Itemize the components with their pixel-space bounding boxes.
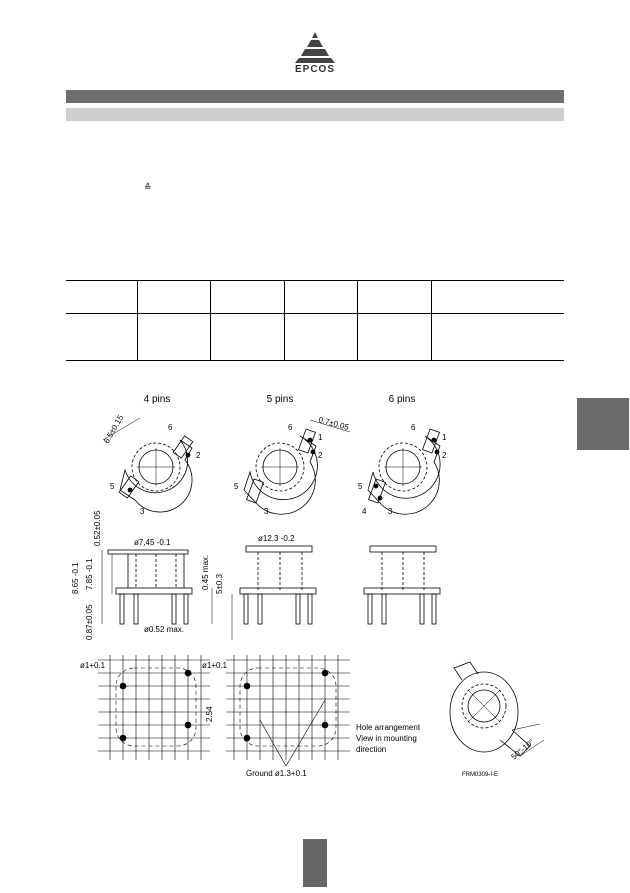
- dim-2-54: 2.54: [205, 706, 214, 722]
- dim-diameter-0-52: ø0.52 max.: [144, 625, 185, 634]
- dim-5-0-3: 5±0.3: [215, 574, 224, 594]
- pin-label: 2: [318, 451, 323, 460]
- table-rule-bottom: [66, 360, 564, 361]
- dim-0-7: 0.7±0.05: [317, 415, 350, 432]
- table-rule-mid: [66, 313, 564, 314]
- pin-label: 3: [140, 507, 145, 516]
- dim-7-85: 7.85 -0.1: [85, 558, 94, 590]
- header-bar-light: [66, 108, 564, 121]
- pin-label: 4: [362, 507, 367, 516]
- table-col-divider: [431, 281, 432, 360]
- hole-note-line: View in mounting: [356, 734, 417, 743]
- dim-hole-diameter-right: ø1+0.1: [202, 661, 228, 670]
- pin-label: 2: [442, 451, 447, 460]
- pin-label: 6: [168, 423, 173, 432]
- dim-angle: 50°-10°: [509, 737, 536, 762]
- logo-text: EPCOS: [294, 64, 335, 75]
- hole-grid-right: [226, 655, 350, 766]
- dim-0-45-max: 0.45 max.: [201, 554, 210, 590]
- hole-grid-left: [98, 655, 210, 760]
- table-col-divider: [357, 281, 358, 360]
- dim-6-5: 6.5±0.15: [101, 413, 126, 445]
- dim-0-52: 0.52±0.05: [93, 510, 102, 546]
- side-view-5-pins: [240, 546, 316, 624]
- pin-label: 2: [196, 451, 201, 460]
- pin-label: 6: [411, 423, 416, 432]
- corresponds-symbol: ≙: [144, 182, 152, 192]
- dim-hole-diameter-left: ø1+0.1: [80, 661, 106, 670]
- dim-diameter-7-45: ø7,45 -0.1: [134, 538, 171, 547]
- dim-8-65: 8.65 -0.1: [71, 562, 80, 594]
- top-view-5-pins: [244, 420, 350, 514]
- table-col-divider: [284, 281, 285, 360]
- title-5-pins: 5 pins: [266, 394, 294, 405]
- hole-note-line: direction: [356, 745, 387, 754]
- dim-0-87: 0.87±0.05: [85, 604, 94, 640]
- hole-note-line: Hole arrangement: [356, 723, 421, 732]
- pin-label: 1: [318, 433, 323, 442]
- pin-label: 5: [358, 482, 363, 491]
- pin-label: 6: [288, 423, 293, 432]
- header-bar-dark: [66, 90, 564, 103]
- pin-label: 5: [234, 482, 239, 491]
- page-tab-marker: [303, 839, 327, 887]
- dim-ground-hole: Ground ø1.3+0.1: [246, 769, 307, 778]
- side-view-6-pins: [364, 546, 440, 624]
- technical-drawing: [0, 385, 630, 790]
- table-col-divider: [137, 281, 138, 360]
- pin-label: 5: [110, 482, 115, 491]
- pin-label: 3: [264, 507, 269, 516]
- dim-diameter-12-3: ø12.3 -0.2: [258, 534, 295, 543]
- top-view-6-pins: [368, 429, 440, 514]
- pin-label: 1: [442, 433, 447, 442]
- pin-label: 3: [388, 507, 393, 516]
- title-4-pins: 4 pins: [143, 394, 171, 405]
- table-rule-top: [66, 280, 564, 281]
- drawing-code: FRM0309-I-E: [462, 772, 499, 778]
- title-6-pins: 6 pins: [388, 394, 416, 405]
- table-col-divider: [210, 281, 211, 360]
- epcos-logo-icon: [282, 28, 348, 84]
